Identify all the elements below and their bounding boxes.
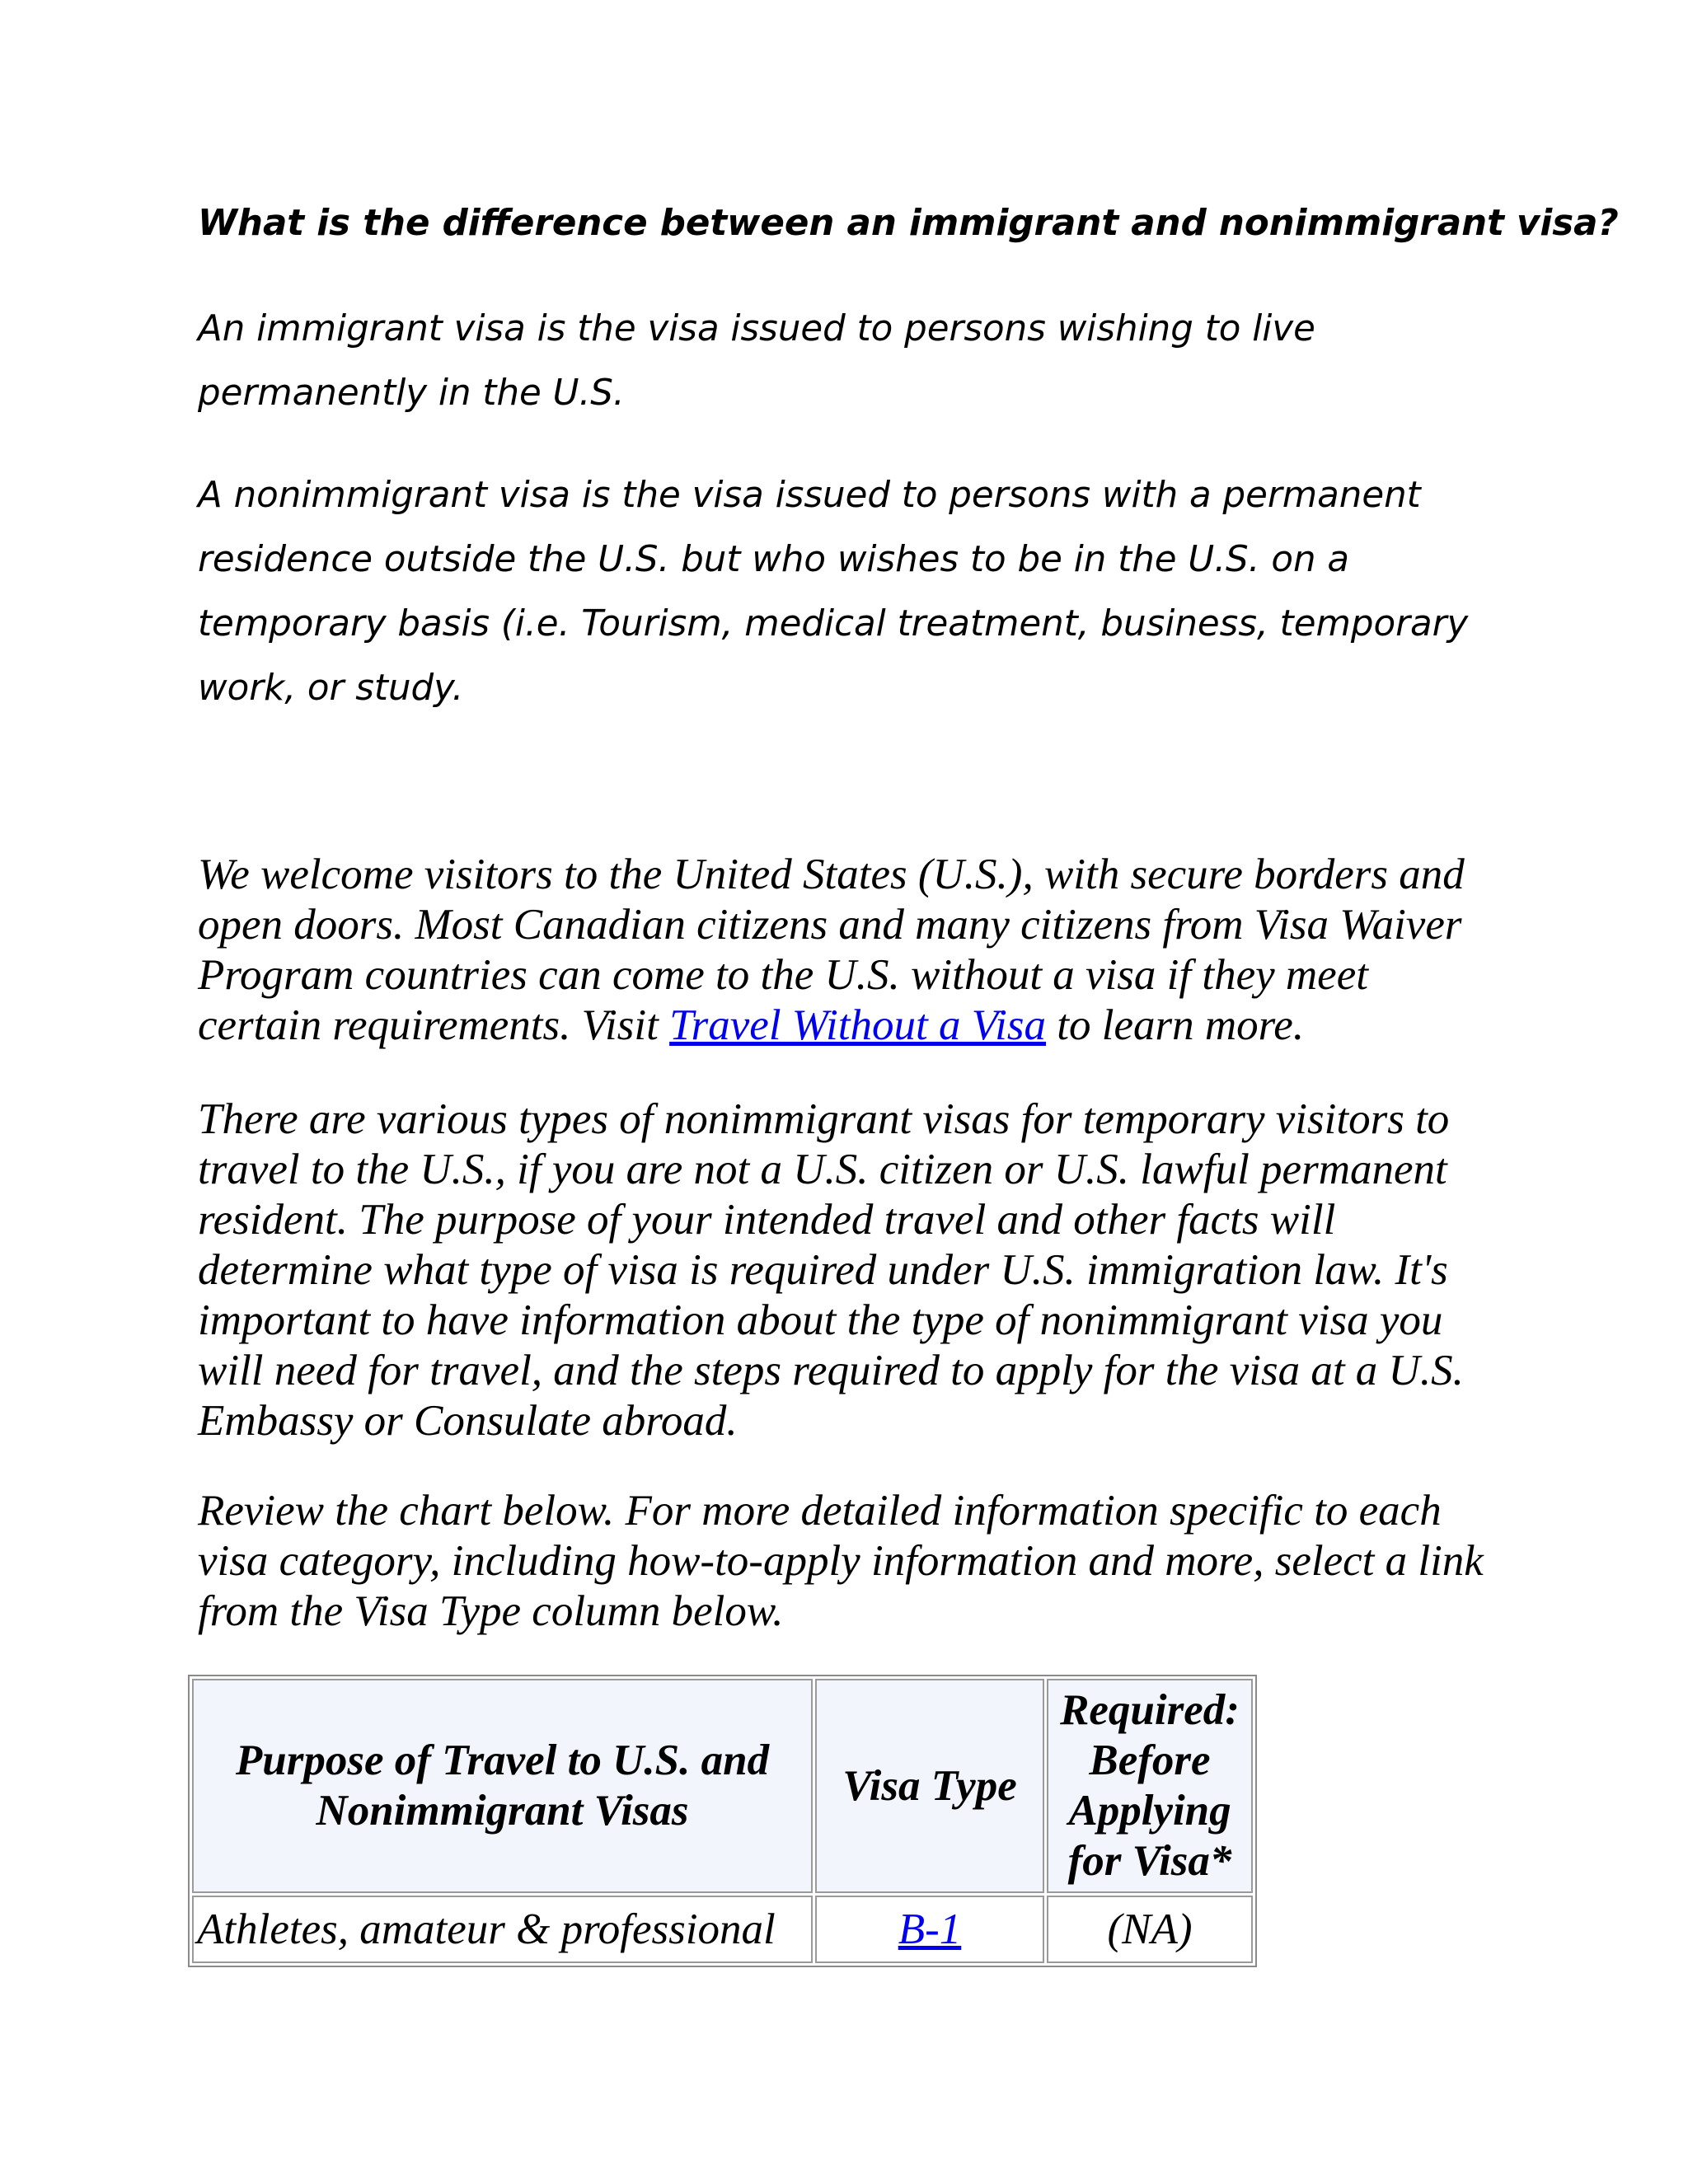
cell-required: (NA) [1047,1896,1253,1963]
travel-without-visa-link[interactable]: Travel Without a Visa [669,1001,1047,1049]
header-purpose: Purpose of Travel to U.S. and Nonimmigrant Visas [192,1679,813,1893]
table-header-row [192,1679,1253,1893]
cell-visa-type [815,1896,1044,1963]
visa-type-link-b1[interactable]: B-1 [898,1905,962,1953]
immigrant-visa-definition: An immigrant visa is the visa issued to persons wishing to live permanently in the U.S. [198,308,1315,414]
visa-types-paragraph: There are various types of nonimmigrant visas for temporary visitors to travel to the U.S., if you are not a U.S. citizen or U.S. lawful permanent resident. The purpose of your intended travel and other facts will determine what type of visa is required under U.S. immigration law. It's important to have information about the type of nonimmigrant visa you will need for travel, and the steps required to apply for the visa at a U.S. Embassy or Consulate abroad. [198,1095,1464,1445]
cell-purpose: Athletes, amateur & professional [192,1896,813,1963]
nonimmigrant-visa-definition: A nonimmigrant visa is the visa issued to persons with a permanent residence outside the U.S. but who wishes to be in the U.S. on a temporary basis (i.e. Tourism, medical treatment, business, temporary work, or study. [198,475,1469,709]
review-chart-paragraph: Review the chart below. For more detailed information specific to each visa category, including how-to-apply information and more, select a link from the Visa Type column below. [198,1487,1484,1635]
welcome-text-start: We welcome visitors to the United States (U.S.), with secure borders and open doors. Most Canadian citizens and many citizens from Visa Waiver Program countries can come to the U.S. without a visa if they meet certain requirements. Visit [198,851,1465,1049]
welcome-paragraph [198,850,1500,1051]
header-required: Required: Before Applying for Visa* [1047,1679,1253,1893]
header-visa-type: Visa Type [815,1679,1044,1893]
table-row [192,1896,1253,1963]
faq-heading: What is the difference between an immigrant and nonimmigrant visa? [198,203,1619,244]
welcome-text-end: to learn more. [1046,1001,1305,1049]
visa-table [188,1675,1257,1967]
